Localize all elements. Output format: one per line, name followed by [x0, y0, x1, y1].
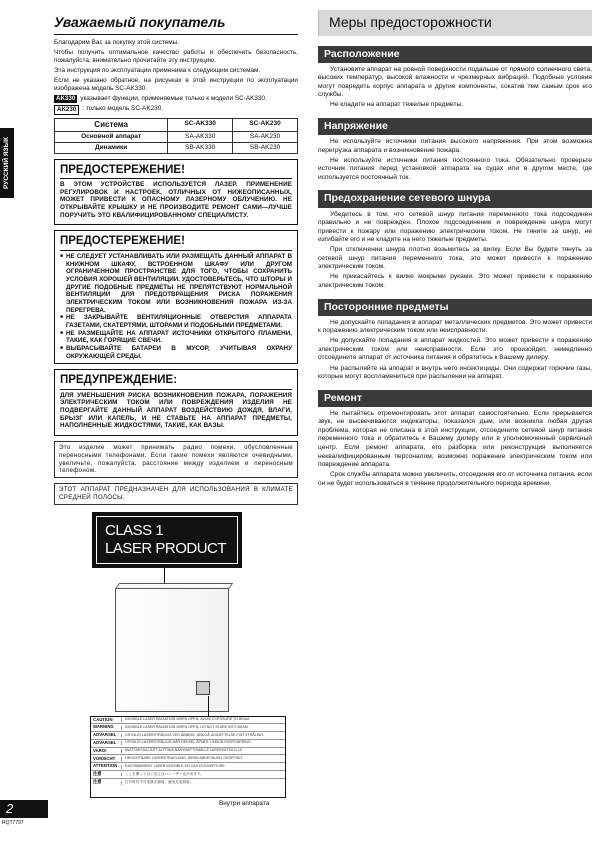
intro-para: Если не указано обратное, на рисунках в этой инструкции по эксплуатации изображена модель SC-AK330. — [54, 76, 298, 92]
warning-lang: ADVARSEL — [93, 739, 117, 745]
model-badge-ak330: AK330 — [56, 94, 76, 102]
leader-line — [208, 696, 209, 716]
warning-lang: WARNING — [93, 724, 114, 730]
warning-lang: VARO! — [93, 747, 107, 753]
radio-interference-note — [54, 441, 298, 478]
caution-text: В ЭТОМ УСТРОЙСТВЕ ИСПОЛЬЗУЕТСЯ ЛАЗЕР. ПРИМЕНЕНИЕ РЕГУЛИРОВОК И НАСТРОЕК, ОТЛИЧНЫХ ОТ НИЖЕОПИСАННЫХ, МОЖЕТ ПРИВЕСТИ К ОПАСНОМУ ЛАЗЕРНОМУ ОБЛУЧЕНИЮ. НЕ ОТКРЫВАЙТЕ КРЫШКУ И НЕ ПРОИЗВОДИТЕ РЕМОНТ САМИ—ЛУЧШЕ ПОРУЧИТЬ ЭТО КВАЛИФИЦИРОВАННОМУ СПЕЦИАЛИСТУ. — [60, 181, 292, 219]
section-repair — [318, 390, 592, 489]
table-cell: Динамики — [55, 142, 168, 153]
model-line-ak230 — [54, 105, 298, 115]
table-cell: Система — [55, 118, 168, 131]
caution-title: ПРЕДОСТЕРЕЖЕНИЕ! — [60, 163, 292, 179]
warning-label-row — [91, 763, 285, 771]
warning-label-text: USYNLIG LASERSTRÅLING VED ÅBNING. UNDGÅ UDSÆTTELSE FOR STRÅLING. — [121, 734, 285, 738]
warning-label-row — [91, 724, 285, 732]
laser-label-illustration — [54, 510, 298, 810]
precautions-header: Меры предосторожности — [318, 10, 592, 36]
section-title: Напряжение — [318, 118, 592, 135]
warning-label-row — [91, 740, 285, 748]
table-cell: SA-AK330 — [168, 131, 233, 142]
section-para: Не распыляйте на аппарат и внутрь него инсектициды. Они содержат горючие газы, которые могут воспламениться при распылении на аппарат. — [318, 364, 592, 381]
section-para: Убедитесь в том, что сетевой шнур питания переменного тока подсоединен правильно и не поврежден. Плохое подсоединение и повреждение шнура могут привести к пожару или поражению электрическим током. Не тяните за шнур, не изгибайте его и не кладите на него тяжелые предметы. — [318, 210, 592, 244]
warning-label-text: INVISIBLE LASER RADIATION WHEN OPEN. AVOID EXPOSURE TO BEAM. — [121, 718, 285, 722]
section-para: Не используйте источники питания высокого напряжения. При этом возможна перегрузка аппарата и возникновение пожара. — [318, 138, 592, 154]
warning-label-row — [91, 755, 285, 763]
section-power-cord — [318, 190, 592, 290]
section-para: При отключении шнура плотно возьмитесь за вилку. Если Вы будете тянуть за сетевой шнур питания переменного тока, это может привести к поражению электрическим током. — [318, 246, 592, 271]
caution-list — [60, 253, 292, 360]
table-row — [55, 118, 298, 131]
section-para: Срок службы аппарата можно увеличить, отсоединяя его от источника питания, если он не будет использоваться в течение продолжительного периода времени. — [318, 471, 592, 487]
class1-laser-label — [92, 512, 242, 568]
list-item: ■ НЕ ЗАКРЫВАЙТЕ ВЕНТИЛЯЦИОННЫЕ ОТВЕРСТИЯ АППАРАТА ГАЗЕТАМИ, СКАТЕРТЯМИ, ШТОРАМИ И ПОДОБНЫМИ ПРЕДМЕТАМИ. — [60, 314, 292, 329]
caution-title: ПРЕДОСТЕРЕЖЕНИЕ! — [60, 234, 292, 250]
warning-label-row — [91, 779, 285, 787]
warning-lang: ADVARSEL — [93, 732, 117, 738]
section-para: Не прикасайтесь к вилке мокрыми руками. Это может привести к поражению электрическим током. — [318, 273, 592, 289]
warning-label-text: USYNLIG LASERSTRÅLING NÅR DEKSEL ÅPNES. UNNGÅ EKSPONERING. — [121, 741, 285, 745]
warning-text: ДЛЯ УМЕНЬШЕНИЯ РИСКА ВОЗНИКНОВЕНИЯ ПОЖАРА, ПОРАЖЕНИЯ ЭЛЕКТРИЧЕСКИМ ТОКОМ ИЛИ ПОВРЕЖДЕНИЯ ИЗДЕЛИЯ НЕ ПОДВЕРГАЙТЕ ДАННЫЙ АППАРАТ ВОЗДЕЙСТВИЮ ДОЖДЯ, ВЛАГИ, БРЫЗГ ИЛИ КАПЕЛЬ, И НЕ СТАВЬТЕ НА АППАРАТ ПРЕДМЕТЫ, НАПОЛНЕННЫЕ ЖИДКОСТЯМИ, ТАКИЕ, КАК ВАЗЫ. — [60, 391, 292, 430]
section-title: Посторонние предметы — [318, 299, 592, 316]
warning-label-text: INVISIBLE LASER RADIATION WHEN OPEN. DO NOT STARE INTO BEAM. — [121, 726, 285, 730]
warning-lang: CAUTION — [93, 716, 113, 722]
table-row — [55, 142, 298, 153]
warning-lang: VORSICHT — [93, 755, 116, 761]
model-line-text: указывает функции, применяемые только к модели SC-AK330. — [80, 94, 267, 102]
warning-label-text: AVATTAESSA OLET ALTTIINA NÄKYMÄTTÖMÄLLE LASERSÄTEILYLLE. — [121, 749, 285, 753]
right-column — [318, 10, 592, 496]
laser-label-line: LASER PRODUCT — [105, 539, 227, 557]
caution-box-laser — [54, 159, 298, 226]
multilingual-warning-label — [90, 716, 286, 798]
laser-label-line: CLASS 1 — [105, 521, 164, 539]
warning-label-text: ここを開くと目に見えないレーザー光が出ます。 — [121, 773, 285, 777]
warning-label-text: RAYONNEMENT LASER INVISIBLE EN CAS D'OUVERTURE. — [121, 765, 285, 769]
unit-interior-drawing — [115, 588, 229, 712]
figure-caption: Внутри аппарата — [219, 799, 270, 807]
table-cell: SB-AK330 — [168, 142, 233, 153]
section-title: Предохранение сетевого шнура — [318, 190, 592, 207]
section-para: Не используйте источники питания постоянного тока. Обязательно проверьте источник питания перед установкой аппарата на судах или в другом месте, где используется постоянный ток. — [318, 156, 592, 181]
warning-lang: 注意 — [93, 771, 102, 777]
table-cell: SC-AK330 — [168, 118, 233, 131]
model-line-text: : только модель SC-AK230. — [82, 104, 164, 112]
document-code: RQT7797 — [2, 820, 24, 826]
warning-label-row — [91, 748, 285, 756]
warning-lang: ATTENTION — [93, 763, 118, 769]
section-para: Не допускайте попадания в аппарат жидкостей. Это может привести к поражению электрическим током или неисправности. Если это произойдет, немедленно отсоедините аппарат от источника питания и обратитесь к Вашему дилеру. — [318, 337, 592, 362]
laser-unit-slot — [196, 681, 210, 695]
section-title: Ремонт — [318, 390, 592, 407]
page-number: 2 — [0, 800, 48, 818]
note-text: Это изделие может принимать радио помехи, обусловленные переносными телефонами. Если такие помехи являются очевидными, увеличьте, пожалуйста, расстояние между изделием и переносным телефоном. — [59, 444, 293, 475]
section-title: Расположение — [318, 46, 592, 63]
warning-title: ПРЕДУПРЕЖДЕНИЕ: — [60, 373, 292, 389]
list-item: ■ НЕ СЛЕДУЕТ УСТАНАВЛИВАТЬ ИЛИ РАЗМЕЩАТЬ ДАННЫЙ АППАРАТ В КНИЖНОМ ШКАФУ, ВСТРОЕННОМ ШКАФУ ИЛИ ДРУГОМ ОГРАНИЧЕННОМ ПРОСТРАНСТВЕ ДЛЯ ТОГО, ЧТОБЫ СОХРАНИТЬ УСЛОВИЯ ХОРОШЕЙ ВЕНТИЛЯЦИИ. УДОСТОВЕРЬТЕСЬ, ЧТО ШТОРЫ И ДРУГИЕ ПОДОБНЫЕ ПРЕДМЕТЫ НЕ ПРЕПЯТСТВУЮТ НОРМАЛЬНОЙ ВЕНТИЛЯЦИИ ДЛЯ ПРЕДОТВРАЩЕНИЯ РИСКА ПОРАЖЕНИЯ ЭЛЕКТРИЧЕСКИМ ТОКОМ ИЛИ ВОЗНИКНОВЕНИЯ ПОЖАРА ИЗ-ЗА ПЕРЕГРЕВА. — [60, 253, 292, 314]
model-badge-ak230: AK230 — [54, 105, 79, 115]
section-para: Не пытайтесь отремонтировать этот аппарат самостоятельно. Если прерывается звук, не высвечиваются индикаторы, показался дым, или возникла любая другая проблема, которая не описана в этой инструкции, отсоедините сетевой шнур питания переменного тока и обратитесь к Вашему дилеру или в уполномоченный сервисный центр. Если ремонт аппарата, его разборка или реконструкция выполняется неквалифицированным персоналом, возможно поражение электрическим током или повреждение аппарата. — [318, 409, 592, 469]
table-row — [55, 131, 298, 142]
language-side-tab — [0, 128, 14, 198]
section-foreign-objects — [318, 299, 592, 382]
list-item: ■ ВЫБРАСЫВАЙТЕ БАТАРЕИ В МУСОР, УЧИТЫВАЯ ОХРАНУ ОКРУЖАЮЩЕЙ СРЕДЫ. — [60, 345, 292, 360]
section-para: Установите аппарат на ровной поверхности подальше от прямого солнечного света, высоких температур, высокой влажности и чрезмерных вибраций. Подобные условия могут повредить корпус аппарата и другие компоненты, сокатив тем самым срок его службы. — [318, 65, 592, 99]
model-line-ak330 — [54, 95, 298, 103]
intro-para: Эта инструкция по эксплуатации применима к следующим системам. — [54, 66, 261, 74]
models-table — [54, 118, 298, 154]
table-cell: SC-AK230 — [233, 118, 298, 131]
section-voltage — [318, 118, 592, 182]
warning-label-text: UNSICHTBARE LASERSTRAHLUNG, WENN ABDECKUNG GEÖFFNET. — [121, 757, 285, 761]
intro-para: Благодарим Вас за покупку этой системы. — [54, 38, 180, 46]
warning-label-row — [91, 771, 285, 779]
warning-box — [54, 369, 298, 436]
page-title: Уважаемый покупатель — [54, 14, 298, 35]
section-location — [318, 46, 592, 110]
left-column — [54, 14, 298, 810]
warning-label-row — [91, 717, 285, 725]
table-cell: Основной аппарат — [55, 131, 168, 142]
section-para: Не кладите на аппарат тяжелые предметы. — [330, 101, 464, 109]
caution-box-ventilation — [54, 230, 298, 364]
note-text: ЭТОТ АППАРАТ ПРЕДНАЗНАЧЕН ДЛЯ ИСПОЛЬЗОВАНИЯ В КЛИМАТЕ СРЕДНЕЙ ПОЛОСЫ. — [59, 486, 293, 501]
warning-label-text: 打开时有不可见激光辐射，避免光束照射。 — [121, 781, 285, 785]
language-label: РУССКИЙ ЯЗЫК — [2, 137, 10, 189]
unit-top-edge — [115, 583, 233, 589]
list-item: ■ НЕ РАЗМЕЩАЙТЕ НА АППАРАТ ИСТОЧНИКИ ОТКРЫТОГО ПЛАМЕНИ, ТАКИЕ, КАК ГОРЯЩИЕ СВЕЧИ. — [60, 330, 292, 345]
table-cell: SB-AK230 — [233, 142, 298, 153]
table-cell: SA-AK230 — [233, 131, 298, 142]
intro-para: Чтобы получить оптимальное качество работы и обеспечить безопасность, пожалуйста, внимательно прочитайте эту инструкцию. — [54, 48, 298, 64]
warning-label-row — [91, 732, 285, 740]
climate-note — [54, 483, 298, 505]
section-para: Не допускайте попадания в аппарат металлических предметов. Это может привести к поражению электрическим током или неисправности. — [318, 318, 592, 335]
warning-lang: 注意 — [93, 779, 102, 785]
